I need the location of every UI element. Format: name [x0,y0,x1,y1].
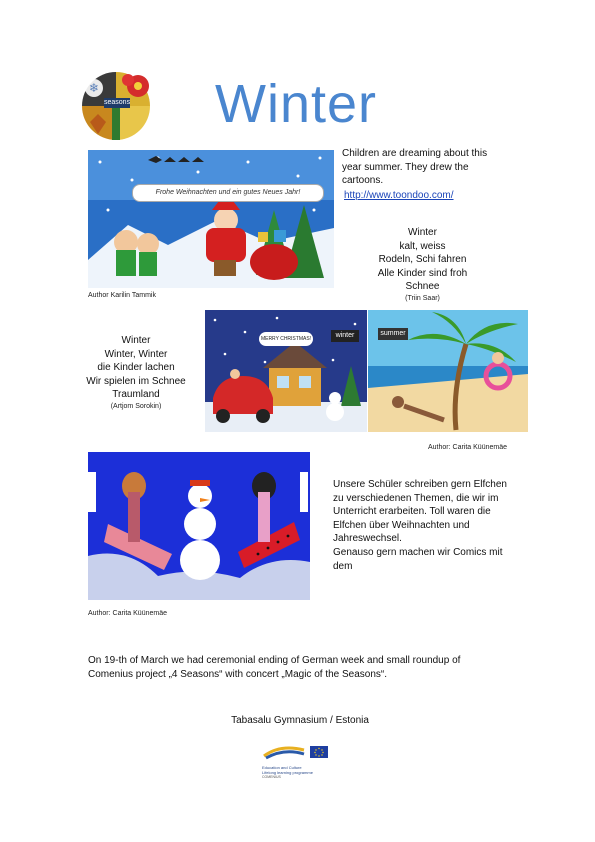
logo-label: seasons [104,99,131,106]
closing-paragraph [88,654,528,681]
poem-artjom [72,334,200,412]
svg-text:❄: ❄ [88,81,100,95]
cartoon-car-bubble: MERRY CHRISTMAS! [259,332,313,346]
seasons-logo [76,70,156,142]
poem-author: (Artjom Sorokin) [110,402,162,410]
german-paragraph [333,478,533,573]
paragraph-line: Elfchen über Weihnachten und [333,519,470,531]
paragraph-line: Unsere Schüler schreiben gern Elfchen [333,479,507,490]
drawing-caption: Author: Carita Küünemäe [88,610,167,617]
poem-line: die Kinder lachen [97,362,175,374]
poem-line: Rodeln, Schi fahren [378,254,467,266]
eu-logo-line: Education and Culture [262,765,302,770]
cartoon-car-sign: winter [331,330,359,342]
closing-line: Comenius project „4 Seasons“ with concert „Magic of the Seasons“. [88,668,388,680]
intro-line: cartoons. [342,175,384,187]
poem-line: Alle Kinder sind froh [377,267,468,279]
paragraph-line: Genauso gern machen wir Comics mit [333,546,503,558]
paragraph-line: dem [333,560,353,572]
school-name: Tabasalu Gymnasium / Estonia [231,715,369,726]
poem-line: Wir spielen im Schnee [86,375,186,387]
page-title: Winter [215,74,378,134]
poem-line: kalt, weiss [399,240,446,252]
poem-triin [355,226,490,304]
cartoon-beach-caption: Author: Carita Küünemäe [428,444,507,451]
cartoon-beach-image [368,310,528,432]
paragraph-line: zu verschiedenen Themen, die wir im [333,492,499,504]
poem-line: Traumland [112,389,160,401]
poem-line: Winter [121,335,151,346]
cartoon-santa-caption: Author Karilin Tammik [88,292,156,299]
intro-line: Children are dreaming about this [342,148,488,159]
eu-logo-line: COMENIUS [262,775,281,779]
poem-author: (Triin Saar) [405,294,440,302]
poem-line: Schnee [405,281,440,293]
cartoon-beach-sign: summer [378,328,408,340]
paragraph-line: Jahreswechsel. [333,533,402,545]
intro-text [342,147,512,202]
cartoon-santa-banner: Frohe Weihnachten und ein gutes Neues Jahr! [132,184,324,202]
winter-drawing-image [88,452,310,600]
toondoo-link[interactable]: http://www.toondoo.com/ [344,189,454,201]
poem-line: Winter, Winter [104,348,168,360]
closing-line: On 19-th of March we had ceremonial ending of German week and small roundup of [88,655,461,666]
poem-line: Winter [408,227,437,238]
eu-logo-line: Lifelong learning programme [262,770,313,775]
eu-lifelong-learning-logo [262,744,332,780]
cartoon-car-image [205,310,367,432]
intro-line: year summer. They drew the [342,161,469,173]
cartoon-santa-image [88,150,334,288]
paragraph-line: Unterricht erarbeiten. Toll waren die [333,506,491,518]
